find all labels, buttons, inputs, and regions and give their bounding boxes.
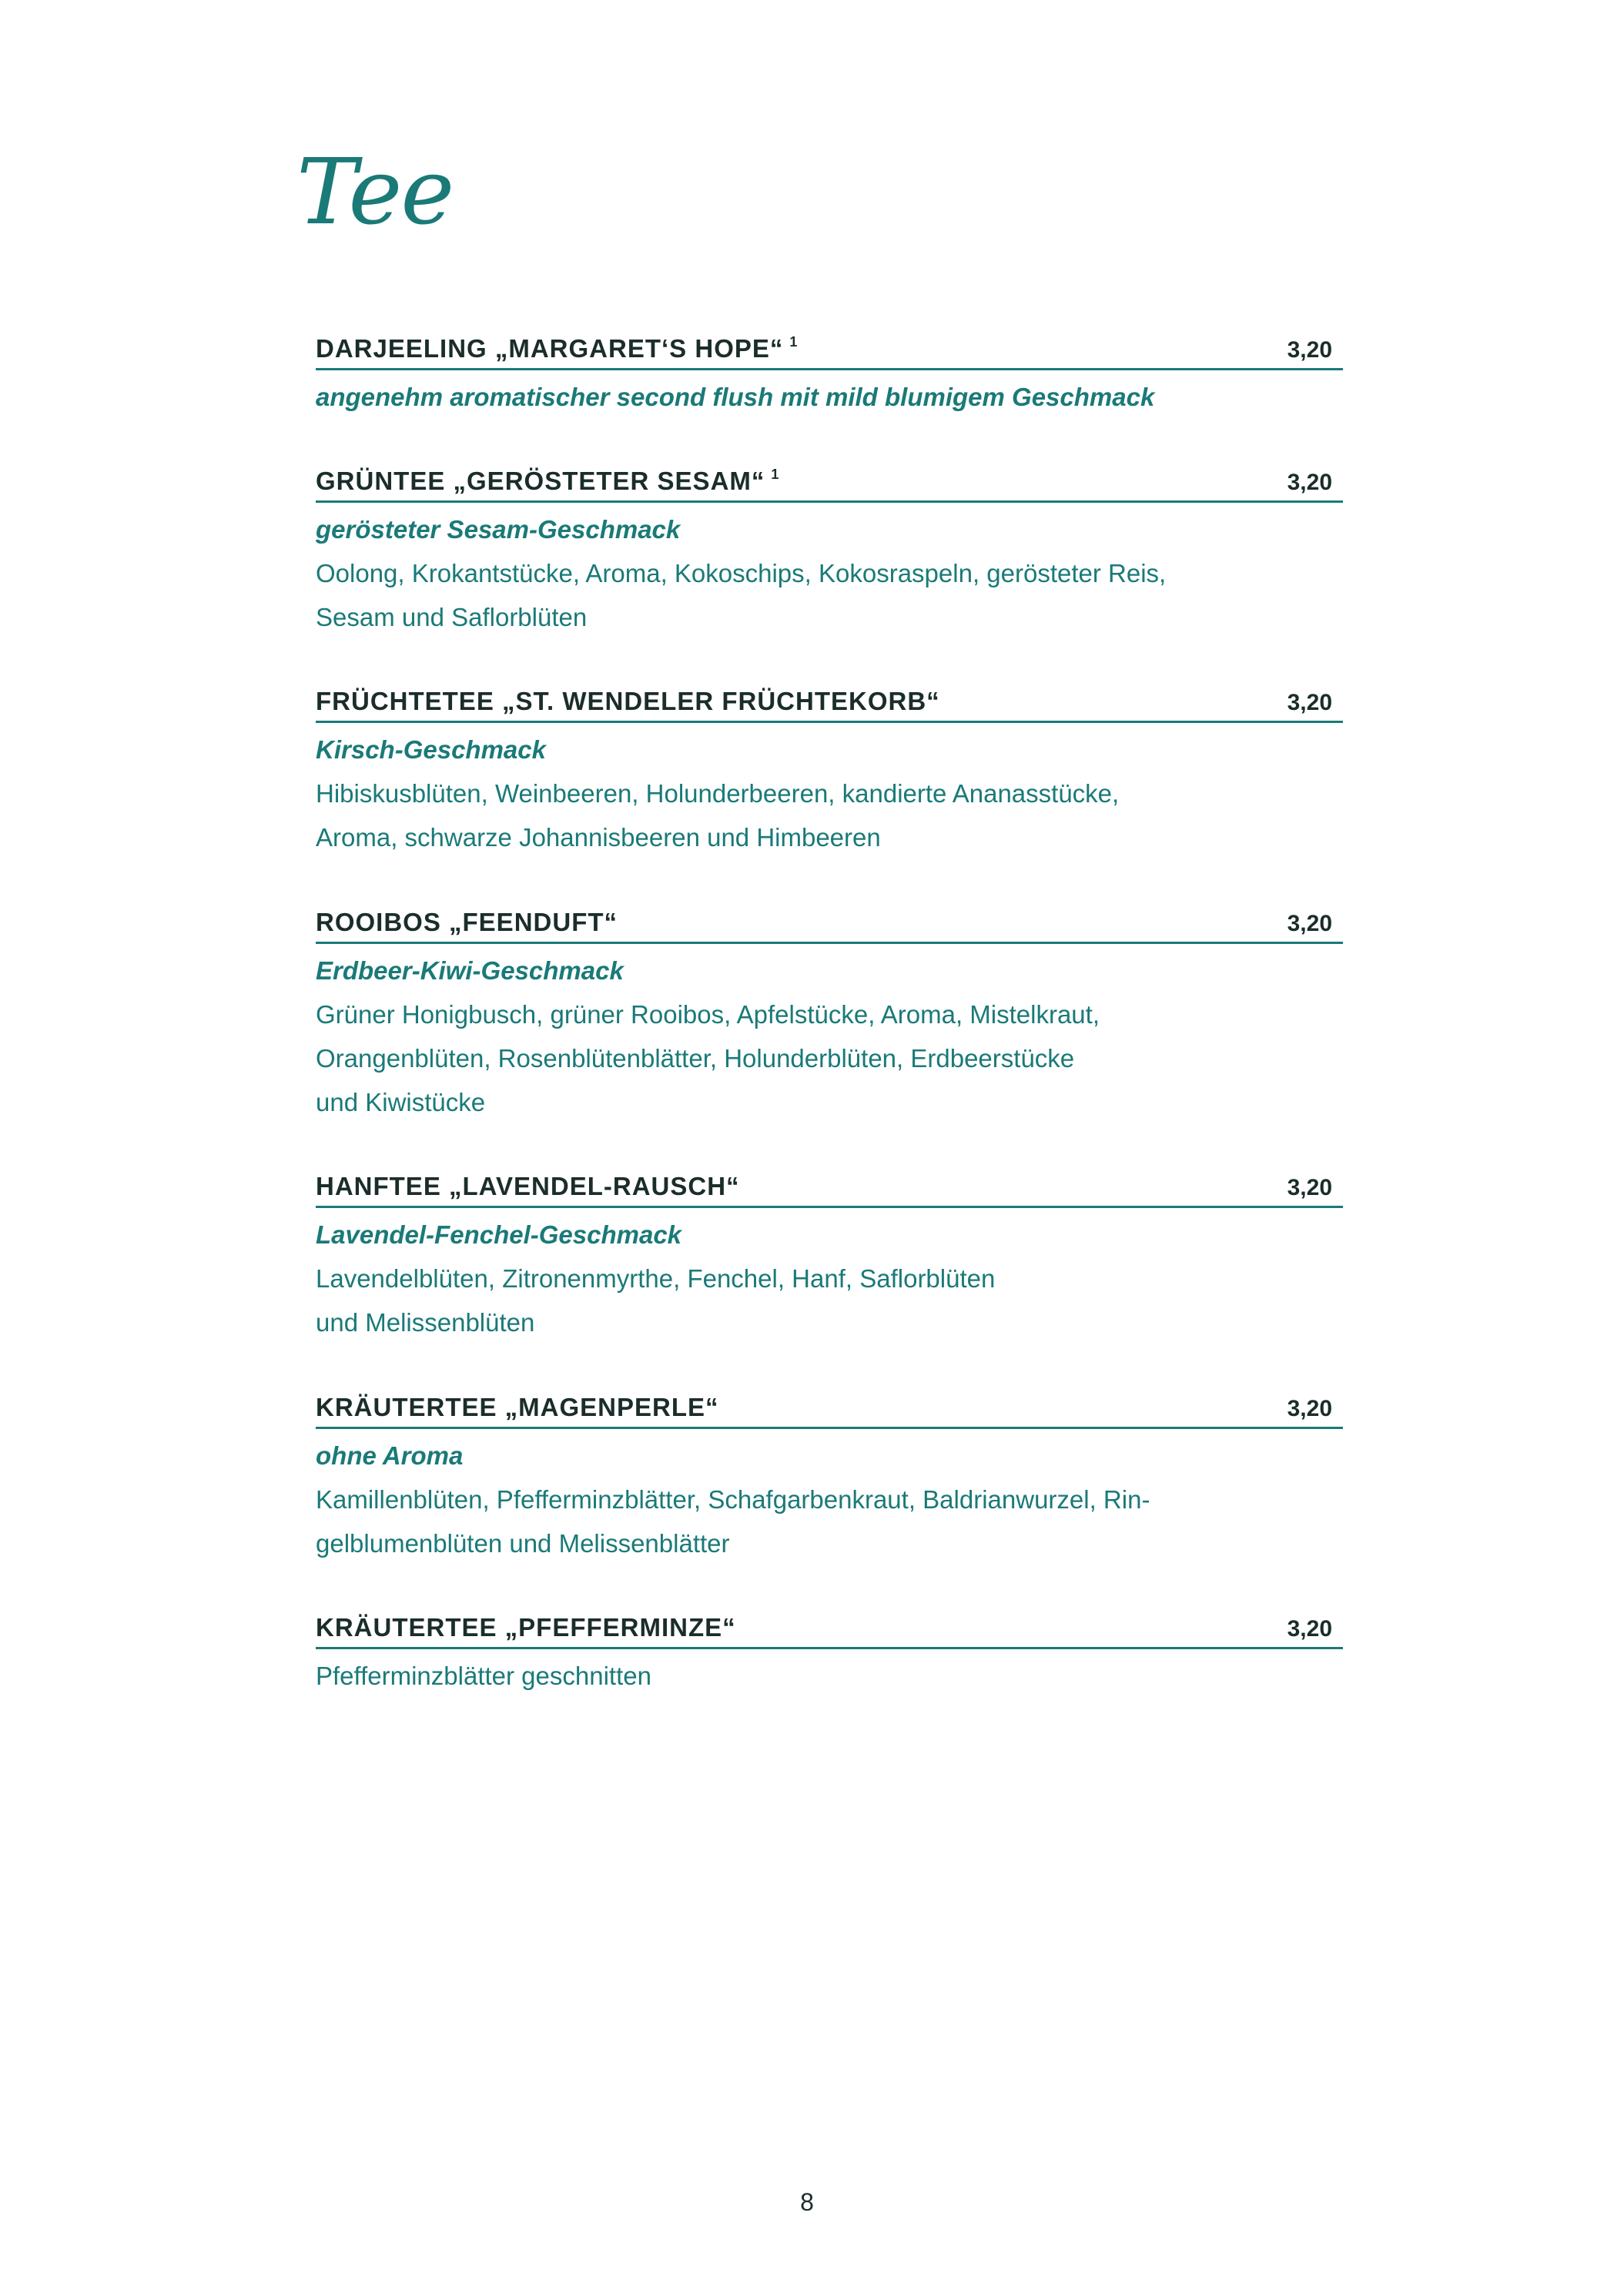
menu-item-price: 3,20 [1287,470,1332,495]
menu-item-flavor: Lavendel-Fenchel-Geschmack [316,1220,682,1249]
menu-item-name [316,1172,740,1201]
menu-item-ingredients-line: gelblumenblüten und Melissenblätter [316,1529,730,1558]
footnote-marker: 1 [771,467,780,482]
menu-item-ingredients-line: Grüner Honigbusch, grüner Rooibos, Apfelstücke, Aroma, Mistelkraut, [316,1000,1100,1029]
menu-item-price: 3,20 [1287,1396,1332,1421]
menu-item-body [316,723,1343,859]
menu-item-price: 3,20 [1287,911,1332,936]
menu-item-price: 3,20 [1287,1616,1332,1642]
menu-item-ingredients-line: Lavendelblüten, Zitronenmyrthe, Fenchel, Hanf, Saflorblüten [316,1264,996,1293]
menu-item-name [316,334,798,363]
menu-item-header [316,1169,1343,1208]
menu-item-ingredients-line: Hibiskusblüten, Weinbeeren, Holunderbeeren, kandierte Ananasstücke, [316,779,1120,808]
menu-item [316,1169,1343,1344]
menu-item-ingredients-line: und Melissenblüten [316,1308,535,1337]
menu-item-ingredients-line: Kamillenblüten, Pfefferminzblätter, Schafgarbenkraut, Baldrianwurzel, Rin- [316,1485,1150,1514]
menu-item-header [316,464,1343,503]
menu-item-price: 3,20 [1287,337,1332,363]
menu-item-body [316,370,1343,419]
menu-item-name-text: KRÄUTERTEE „PFEFFERMINZE“ [316,1613,736,1642]
footnote-marker: 1 [789,334,799,350]
menu-item [316,464,1343,639]
menu-item-body [316,503,1343,639]
menu-item-flavor: ohne Aroma [316,1441,464,1470]
menu-item-header [316,905,1343,944]
menu-item-header [316,1390,1343,1429]
menu-item-body [316,1649,1343,1698]
menu-item-ingredients-line: Oolong, Krokantstücke, Aroma, Kokoschips, Kokosraspeln, gerösteter Reis, [316,559,1167,587]
menu-item-name-text: HANFTEE „LAVENDEL-RAUSCH“ [316,1172,740,1200]
menu-item-name-text: DARJEELING „MARGARET‘S HOPE“ [316,334,784,363]
menu-item [316,331,1343,419]
menu-item [316,1390,1343,1565]
menu-item [316,684,1343,859]
menu-item-flavor: Kirsch-Geschmack [316,735,546,764]
menu-item-body [316,1429,1343,1565]
menu-item-name-text: KRÄUTERTEE „MAGENPERLE“ [316,1393,719,1421]
menu-item-name [316,687,940,716]
menu-item-body [316,944,1343,1124]
menu-item-ingredients-line: Aroma, schwarze Johannisbeeren und Himbeeren [316,823,881,852]
menu-item-header [316,684,1343,723]
menu-item-header [316,331,1343,370]
menu-item-header [316,1610,1343,1649]
menu-item-flavor: Erdbeer-Kiwi-Geschmack [316,956,624,985]
menu-item [316,905,1343,1124]
page-title: Tee [296,139,454,245]
menu-item-name-text: FRÜCHTETEE „ST. WENDELER FRÜCHTEKORB“ [316,687,940,715]
menu-item-name-text: ROOIBOS „FEENDUFT“ [316,908,618,936]
menu-item-ingredients-line: Orangenblüten, Rosenblütenblätter, Holunderblüten, Erdbeerstücke [316,1044,1075,1073]
menu-item [316,1610,1343,1698]
menu-item-ingredients-line: Pfefferminzblätter geschnitten [316,1662,651,1690]
menu-item-price: 3,20 [1287,690,1332,715]
menu-item-body [316,1208,1343,1344]
menu-item-ingredients-line: Sesam und Saflorblüten [316,603,588,631]
menu-item-price: 3,20 [1287,1175,1332,1200]
menu-item-name [316,1393,719,1422]
menu-item-name [316,467,779,496]
menu-item-flavor: angenehm aromatischer second flush mit mild blumigem Geschmack [316,383,1155,411]
menu-item-ingredients-line: und Kiwistücke [316,1088,486,1116]
menu-item-flavor: gerösteter Sesam-Geschmack [316,515,681,544]
page-number: 8 [800,2188,814,2216]
menu-item-name [316,1613,736,1642]
menu-item-name [316,908,618,937]
menu-item-name-text: GRÜNTEE „GERÖSTETER SESAM“ [316,467,765,495]
